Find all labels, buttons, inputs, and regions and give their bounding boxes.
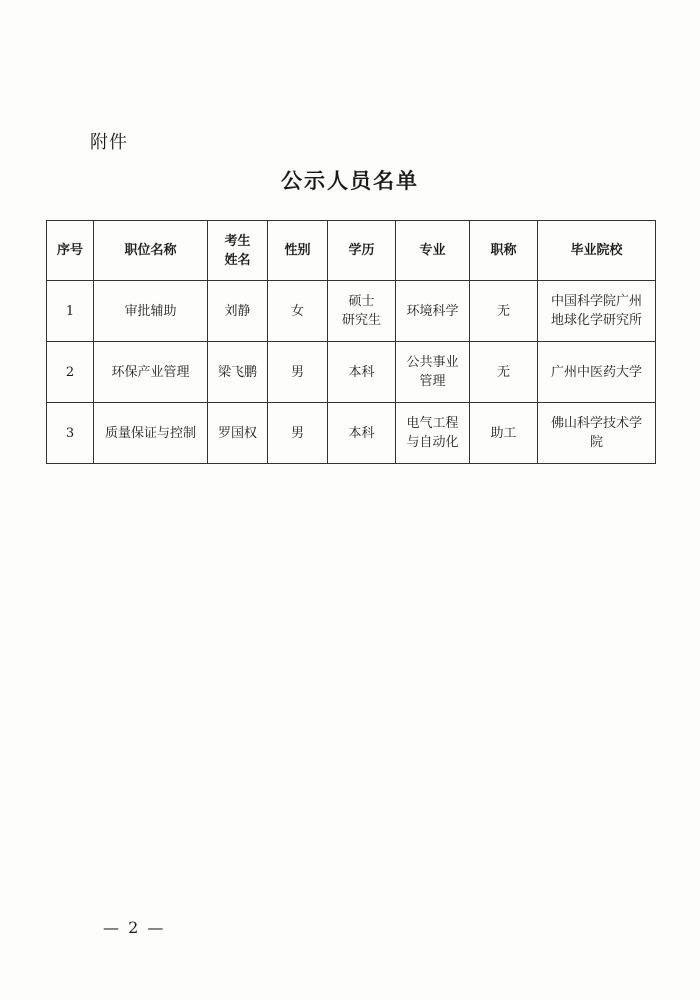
cell-gender: 女 xyxy=(268,281,328,342)
table-header-row xyxy=(47,221,656,281)
cell-candidate-name: 刘静 xyxy=(208,281,268,342)
cell-candidate-name: 罗国权 xyxy=(208,403,268,464)
cell-position-name: 环保产业管理 xyxy=(94,342,208,403)
cell-serial-no: 2 xyxy=(47,342,94,403)
cell-education: 本科 xyxy=(328,403,396,464)
cell-major: 公共事业 管理 xyxy=(396,342,470,403)
cell-title: 无 xyxy=(470,342,538,403)
cell-position-name: 质量保证与控制 xyxy=(94,403,208,464)
cell-education: 本科 xyxy=(328,342,396,403)
header-serial-no: 序号 xyxy=(47,221,94,281)
cell-title: 助工 xyxy=(470,403,538,464)
header-graduate-school: 毕业院校 xyxy=(538,221,656,281)
attachment-label: 附件 xyxy=(90,132,128,153)
cell-position-name: 审批辅助 xyxy=(94,281,208,342)
page-title: 公示人员名单 xyxy=(281,169,419,193)
cell-candidate-name: 梁飞鹏 xyxy=(208,342,268,403)
cell-graduate-school: 广州中医药大学 xyxy=(538,342,656,403)
cell-graduate-school: 佛山科学技术学 院 xyxy=(538,403,656,464)
header-gender: 性别 xyxy=(268,221,328,281)
cell-serial-no: 1 xyxy=(47,281,94,342)
cell-serial-no: 3 xyxy=(47,403,94,464)
cell-major: 电气工程 与自动化 xyxy=(396,403,470,464)
cell-major: 环境科学 xyxy=(396,281,470,342)
cell-title: 无 xyxy=(470,281,538,342)
page-number: — 2 — xyxy=(103,918,166,937)
roster-table xyxy=(46,220,656,464)
table-row xyxy=(47,281,656,342)
header-candidate-name: 考生 姓名 xyxy=(208,221,268,281)
header-education: 学历 xyxy=(328,221,396,281)
table-row xyxy=(47,403,656,464)
cell-education: 硕士 研究生 xyxy=(328,281,396,342)
table-row xyxy=(47,342,656,403)
cell-graduate-school: 中国科学院广州 地球化学研究所 xyxy=(538,281,656,342)
header-position-name: 职位名称 xyxy=(94,221,208,281)
cell-gender: 男 xyxy=(268,403,328,464)
header-title: 职称 xyxy=(470,221,538,281)
cell-gender: 男 xyxy=(268,342,328,403)
header-major: 专业 xyxy=(396,221,470,281)
